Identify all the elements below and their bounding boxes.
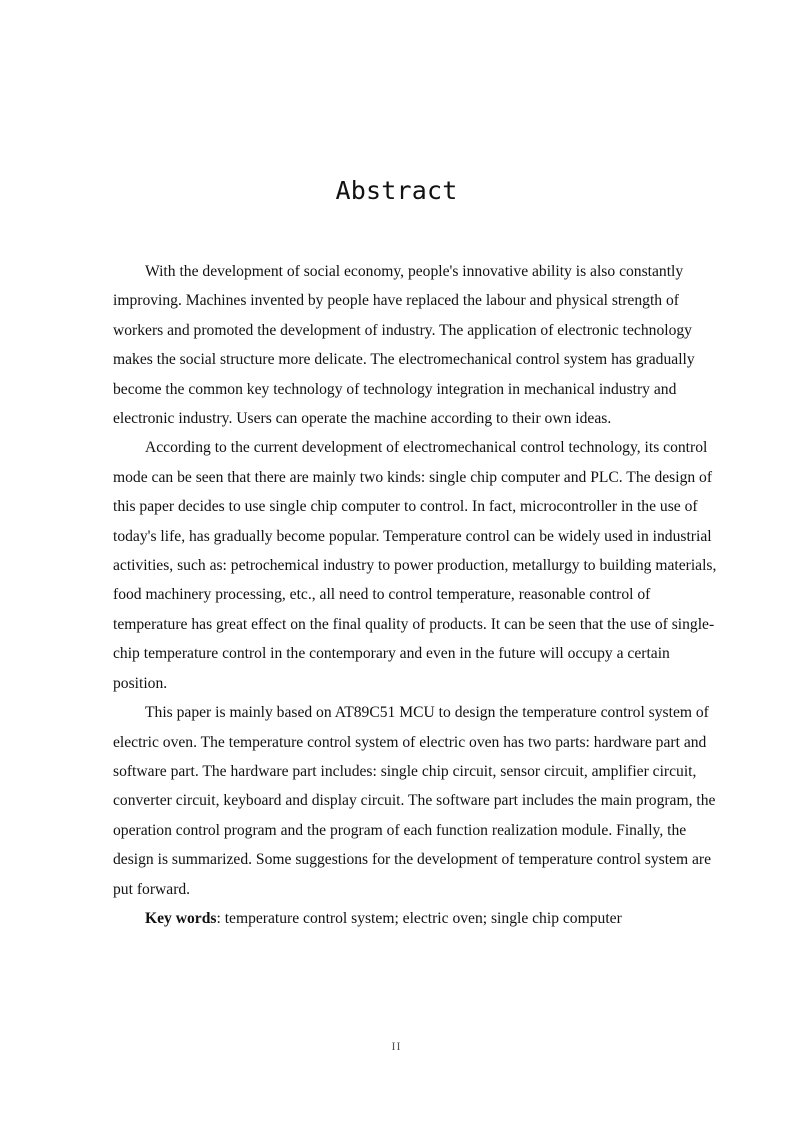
- abstract-title: Abstract: [335, 176, 458, 205]
- abstract-paragraph-1: With the development of social economy, people's innovative ability is also constantly improving. Machines invented by people have replaced the labour and physical strength of workers and promoted the development of industry. The application of electronic technology makes the social structure more delicate. The electromechanical control system has gradually become the common key technology of technology integration in mechanical industry and electronic industry. Users can operate the machine according to their own ideas.: [113, 263, 695, 428]
- abstract-paragraph-2: According to the current development of electromechanical control technology, its control mode can be seen that there are mainly two kinds: single chip computer and PLC. The design of this paper decides to use single chip computer to control. In fact, microcontroller in the use of today's life, has gradually become popular. Temperature control can be widely used in industrial activities, such as: petrochemical industry to power production, metallurgy to building materials, food machinery processing, etc., all need to control temperature, reasonable control of temperature has great effect on the final quality of products. It can be seen that the use of single-chip temperature control in the contemporary and even in the future will occupy a certain position.: [113, 439, 717, 692]
- keywords-label: Key words: [145, 909, 217, 927]
- abstract-body: [113, 257, 720, 933]
- abstract-paragraph-3: This paper is mainly based on AT89C51 MCU to design the temperature control system of electric oven. The temperature control system of electric oven has two parts: hardware part and software part. The hardware part includes: single chip circuit, sensor circuit, amplifier circuit, converter circuit, keyboard and display circuit. The software part includes the main program, the operation control program and the program of each function realization module. Finally, the design is summarized. Some suggestions for the development of temperature control system are put forward.: [113, 704, 716, 898]
- keywords-line: [113, 904, 720, 933]
- page-number: II: [391, 1039, 402, 1053]
- keywords-separator: :: [216, 909, 225, 927]
- keywords-text: temperature control system; electric oven; single chip computer: [224, 909, 622, 927]
